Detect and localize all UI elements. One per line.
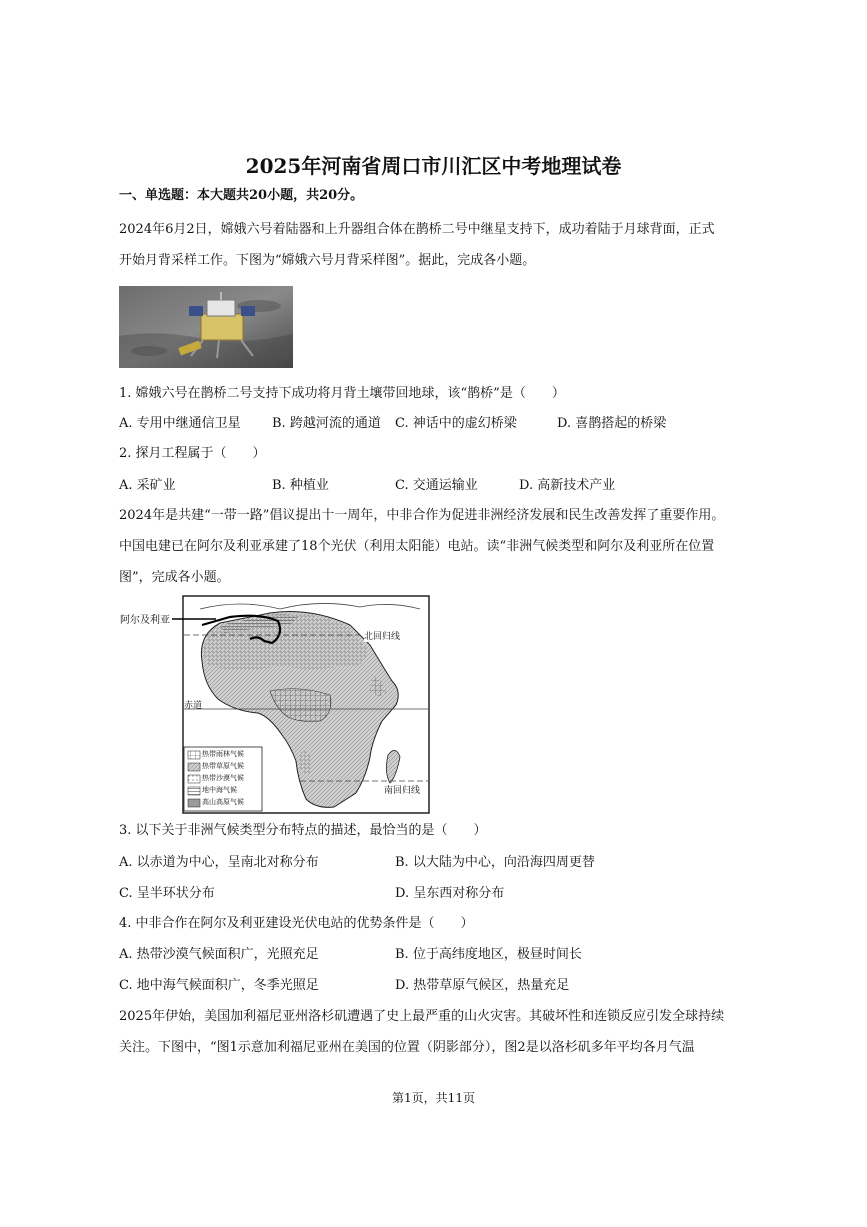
page-footer: 第1页，共11页	[392, 1091, 475, 1105]
passage2-line2: 中国电建已在阿尔及利亚承建了18个光伏（利用太阳能）电站。读“非洲气候类型和阿尔及利亚所在位置	[119, 539, 715, 554]
q1-option-d[interactable]: D. 喜鹊搭起的桥梁	[557, 416, 667, 431]
legend-item-savanna: 热带草原气候	[202, 762, 244, 770]
q4-stem: 4. 中非合作在阿尔及利亚建设光伏电站的优势条件是（ ）	[119, 916, 474, 931]
map-legend	[202, 748, 244, 808]
map-label-algeria: 阿尔及利亚	[120, 615, 170, 626]
q1-option-b[interactable]: B. 跨越河流的通道	[272, 416, 381, 431]
legend-item-mediterranean: 地中海气候	[202, 786, 237, 794]
passage3-line2: 关注。下图中，“图1示意加利福尼亚州在美国的位置（阴影部分），图2是以洛杉矶多年平均各月气温	[119, 1040, 695, 1055]
africa-climate-map	[120, 595, 430, 815]
q1-option-c[interactable]: C. 神话中的虚幻桥梁	[395, 416, 517, 431]
q4-option-b[interactable]: B. 位于高纬度地区，极昼时间长	[395, 947, 582, 962]
map-label-equator: 赤道	[184, 701, 203, 711]
q1-stem: 1. 嫦娥六号在鹊桥二号支持下成功将月背土壤带回地球，该“鹊桥”是（ ）	[119, 386, 565, 401]
passage2-line1: 2024年是共建“一带一路”倡议提出十一周年，中非合作为促进非洲经济发展和民生改善发挥了重要作用。	[119, 508, 725, 523]
q3-option-a[interactable]: A. 以赤道为中心，呈南北对称分布	[119, 855, 319, 870]
q3-stem: 3. 以下关于非洲气候类型分布特点的描述，最恰当的是（ ）	[119, 823, 487, 838]
q2-option-b[interactable]: B. 种植业	[272, 478, 329, 493]
legend-item-rainforest: 热带雨林气候	[202, 750, 244, 758]
q2-option-d[interactable]: D. 高新技术产业	[519, 478, 616, 493]
q3-option-c[interactable]: C. 呈半环状分布	[119, 886, 215, 901]
change6-photo	[119, 286, 293, 368]
page-title: 2025年河南省周口市川汇区中考地理试卷	[245, 154, 622, 178]
passage3-line1: 2025年伊始，美国加利福尼亚州洛杉矶遭遇了史上最严重的山火灾害。其破坏性和连锁反应引发全球持续	[119, 1009, 725, 1024]
q1-option-a[interactable]: A. 专用中继通信卫星	[119, 416, 241, 431]
passage1-line2: 开始月背采样工作。下图为“嫦娥六号月背采样图”。据此，完成各小题。	[119, 253, 536, 268]
q2-option-c[interactable]: C. 交通运输业	[395, 478, 478, 493]
legend-item-desert: 热带沙漠气候	[202, 774, 244, 782]
passage2-line3: 图”，完成各小题。	[119, 570, 230, 585]
map-label-capricorn: 南回归线	[384, 786, 421, 796]
legend-item-highland: 高山高原气候	[202, 798, 244, 806]
q4-option-a[interactable]: A. 热带沙漠气候面积广，光照充足	[119, 947, 319, 962]
q2-option-a[interactable]: A. 采矿业	[119, 478, 176, 493]
section-heading: 一、单选题：本大题共20小题，共20分。	[119, 188, 364, 203]
map-label-cancer: 北回归线	[364, 629, 400, 642]
q3-option-d[interactable]: D. 呈东西对称分布	[395, 886, 505, 901]
q3-option-b[interactable]: B. 以大陆为中心，向沿海四周更替	[395, 855, 595, 870]
passage1-line1: 2024年6月2日，嫦娥六号着陆器和上升器组合体在鹊桥二号中继星支持下，成功着陆于月球背面，正式	[119, 222, 715, 237]
q4-option-c[interactable]: C. 地中海气候面积广，冬季光照足	[119, 978, 319, 993]
q2-stem: 2. 探月工程属于（ ）	[119, 446, 266, 461]
q4-option-d[interactable]: D. 热带草原气候区，热量充足	[395, 978, 570, 993]
